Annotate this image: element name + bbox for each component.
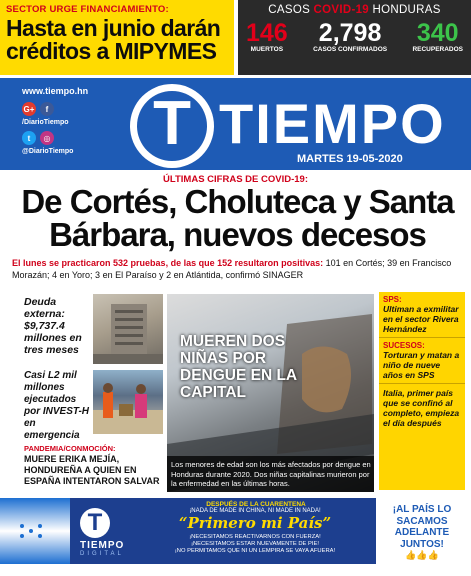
briefs-column [379,292,465,490]
instagram-icon[interactable]: ◎ [40,131,54,145]
facebook-handle[interactable]: /DiarioTiempo [22,119,69,126]
pandemia-kicker: PANDEMIA/CONMOCIÓN: [24,444,116,453]
banner-line-1: ¡NECESITAMOS REACTIVARNOS CON FUERZA! [189,534,321,540]
thumbs-up-icon: 👍👍👍 [405,550,439,560]
brief-sucesos-kicker: SUCESOS: [383,341,425,350]
banner-line-2: ¡NECESITAMOS ESTAR NUEVAMENTE DE PIE! [191,541,319,547]
workers-icon [93,370,163,434]
banner-slogan: “Primero mi País” [178,514,332,532]
juntos-cta[interactable] [379,498,465,564]
banner-line-top: ¡NADA DE MADE IN CHINA, NI MADE IN NADA! [189,508,321,514]
tiempo-digital-wordmark: TIEMPO [80,540,125,551]
investh-story-photo[interactable] [93,370,163,434]
facebook-icon[interactable]: f [40,102,54,116]
covid-title-suffix: HONDURAS [369,4,441,16]
logo-letter[interactable]: T [153,89,191,158]
google-plus-icon[interactable]: G+ [22,102,36,116]
covid-counter [238,0,471,75]
dengue-caption: Los menores de edad son los más afectados por dengue en Honduras durante 2020. Dos niñas capitalinas murieron por la enfermedad en las últimas horas. [171,460,371,488]
lead-deck [12,258,462,281]
lead-headline[interactable]: De Cortés, Choluteca y Santa Bárbara, nuevos decesos [21,183,454,253]
brief-italia[interactable] [379,384,465,432]
lead-deck-bold: El lunes se practicaron 532 pruebas, de las que 152 resultaron positivas: [12,258,324,268]
brief-italia-text[interactable]: Italia, primer país que se confinó al completo, empieza el día después [383,388,460,428]
covid-recovered [412,20,463,53]
covid-title-prefix: CASOS [268,4,314,16]
covid-title [238,0,471,16]
promo-box[interactable] [0,0,234,75]
lead-deck-rest: 101 en Cortés; 39 en Francisco Morazán; 4 en Yoro; 3 en El Paraíso y 2 en Atlántida, confirmó SINAGER [12,258,452,280]
promo-kicker: SECTOR URGE FINANCIAMIENTO: [6,4,169,15]
covid-deaths-value: 146 [246,19,288,47]
twitter-handle[interactable]: @DiarioTiempo [22,148,74,155]
cta-text: ¡AL PAÍS LO SACAMOS ADELANTE JUNTOS! [392,504,452,550]
brief-sps-text[interactable]: Ultiman a exmilitar en el sector Rivera Hernández [383,304,459,334]
masthead-social [22,86,88,155]
covid-confirmed-label: CASOS CONFIRMADOS [313,46,388,53]
building-icon [93,294,163,364]
debt-story-photo[interactable] [93,294,163,364]
brief-sucesos[interactable] [379,338,465,383]
honduras-flag-icon [0,498,70,564]
covid-confirmed [313,20,387,53]
banner-line-3: ¡NO PERMITAMOS QUE NI UN LEMPIRA SE VAYA AFUERA! [174,548,336,554]
lead-kicker: ÚLTIMAS CIFRAS DE COVID-19: [163,174,308,185]
pandemia-headline[interactable]: MUERE ERIKA MEJÍA, HONDUREÑA A QUIEN EN ESPAÑA INTENTARON SALVAR [24,454,160,486]
debt-story-headline[interactable]: Deuda externa: $9,737.4 millones en tres meses [24,296,82,356]
brief-sps[interactable] [379,292,465,337]
twitter-icon[interactable]: t [22,131,36,145]
promo-headline[interactable]: Hasta en junio darán créditos a MIPYMES [6,15,221,64]
investh-story-headline[interactable]: Casi L2 mil millones ejecutados por INVEST-H en emergencia [24,370,90,441]
brief-sps-kicker: SPS: [383,295,402,304]
covid-deaths [246,20,288,53]
covid-confirmed-value: 2,798 [318,19,382,47]
tiempo-digital-logo[interactable]: T [80,508,110,538]
covid-recovered-label: RECUPERADOS [412,46,463,53]
site-url[interactable]: www.tiempo.hn [22,86,89,96]
tiempo-digital-sub: DIGITAL [80,551,124,557]
banner-kicker: DESPUÉS DE LA CUARENTENA [206,501,306,508]
brief-sucesos-text[interactable]: Torturan y matan a niño de nueve años en SPS [383,350,460,380]
covid-title-bold: COVID-19 [313,4,369,16]
issue-date: MARTES 19-05-2020 [297,153,403,165]
flag-stars-icon [0,498,70,564]
covid-deaths-label: MUERTOS [250,46,284,53]
masthead-wordmark[interactable]: TIEMPO [219,92,446,155]
dengue-headline[interactable]: MUEREN DOS NIÑAS POR DENGUE EN LA CAPITAL [180,333,297,401]
covid-recovered-value: 340 [416,19,459,47]
banner-lines [150,534,360,555]
